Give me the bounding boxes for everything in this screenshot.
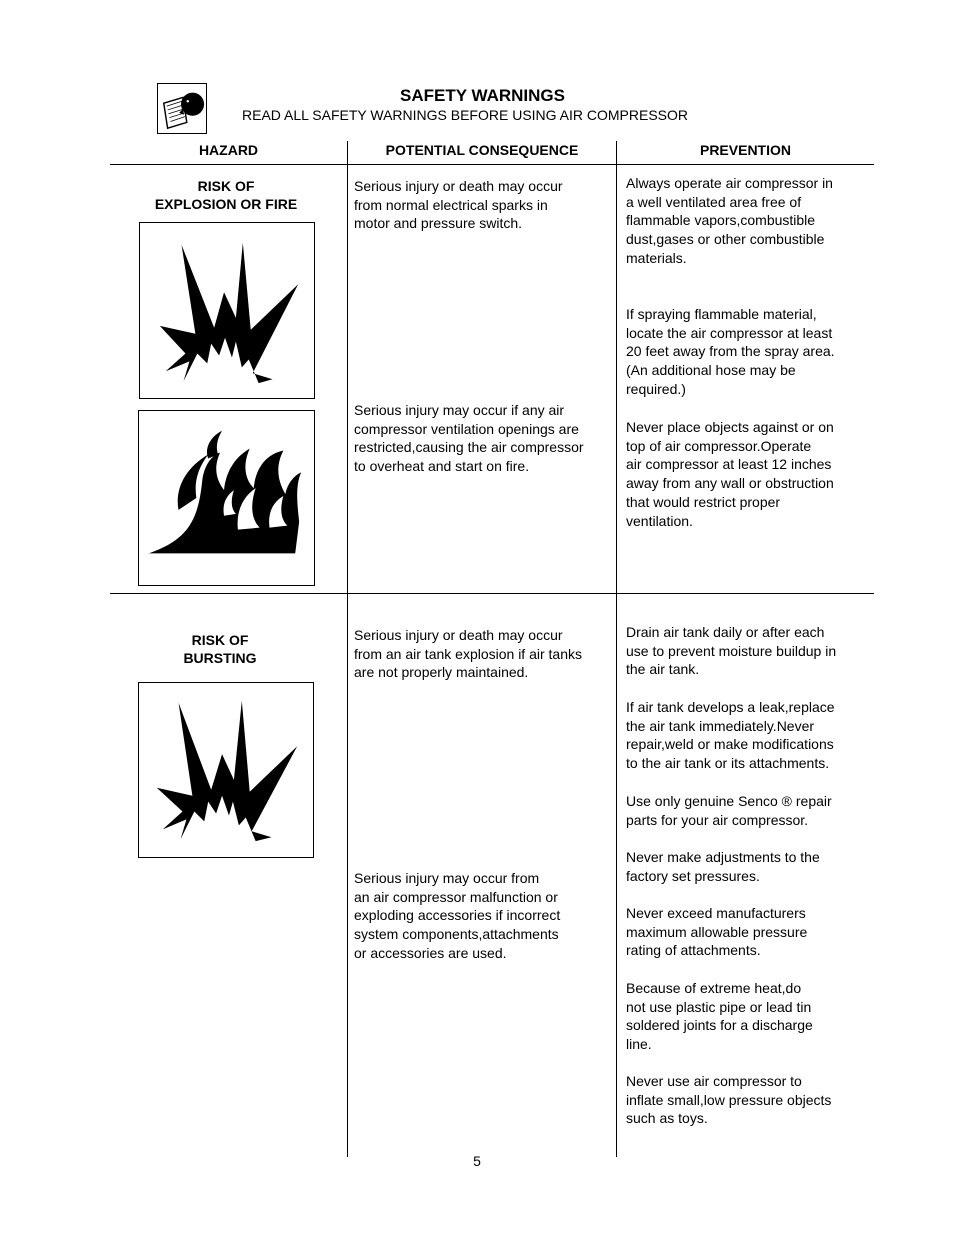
consequence-overheat: Serious injury may occur if any air compressor ventilation openings are restricted,causing the air compressor to overheat and start on fire. [354,402,584,475]
page-subtitle: READ ALL SAFETY WARNINGS BEFORE USING AIR COMPRESSOR [242,107,689,123]
hazard-label-explosion-fire: RISK OF EXPLOSION OR FIRE [154,178,298,212]
prevention-replace-tank: If air tank develops a leak,replace the air tank immediately.Never repair,weld or make modifications to the air tank or its attachments. [626,699,835,772]
fire-icon [138,410,315,586]
prevention-genuine-parts: Use only genuine Senco ® repair parts for your air compressor. [626,793,832,828]
prevention-factory-pressures: Never make adjustments to the factory set pressures. [626,849,820,884]
read-manual-icon [157,83,207,134]
table-rule-middle [110,593,874,594]
explosion-icon [139,222,315,399]
prevention-small-objects: Never use air compressor to inflate small,low pressure objects such as toys. [626,1073,832,1127]
prevention-drain-tank: Drain air tank daily or after each use to prevent moisture buildup in the air tank. [626,624,837,678]
column-header-prevention: PREVENTION [699,142,791,158]
consequence-accessories: Serious injury may occur from an air compressor malfunction or exploding accessories if incorrect system components,attachments or accessories are used. [354,870,561,961]
prevention-ventilated-area: Always operate air compressor in a well ventilated area free of flammable vapors,combustible dust,gases or other combustible materials. [626,175,833,266]
prevention-spray-distance: If spraying flammable material, locate the air compressor at least 20 feet away from the spray area. (An additional hose may be required.) [626,306,835,397]
prevention-discharge-line: Because of extreme heat,do not use plastic pipe or lead tin soldered joints for a discharge line. [626,980,813,1053]
prevention-wall-clearance: Never place objects against or on top of air compressor.Operate air compressor at least 12 inches away from any wall or obstruction that would restrict proper ventilation. [626,419,834,529]
column-header-hazard: HAZARD [198,142,259,158]
consequence-sparks: Serious injury or death may occur from normal electrical sparks in motor and pressure switch. [354,178,563,232]
consequence-tank-explosion: Serious injury or death may occur from an air tank explosion if air tanks are not properly maintained. [354,627,582,681]
page-number: 5 [473,1153,481,1169]
prevention-pressure-rating: Never exceed manufacturers maximum allowable pressure rating of attachments. [626,905,808,959]
column-divider-1 [347,141,348,1157]
hazard-label-bursting: RISK OF BURSTING [183,632,257,666]
page-title: SAFETY WARNINGS [400,86,565,105]
column-divider-2 [616,141,617,1157]
explosion-icon [138,682,314,858]
column-header-consequence: POTENTIAL CONSEQUENCE [385,142,579,158]
table-rule-top [110,164,874,165]
